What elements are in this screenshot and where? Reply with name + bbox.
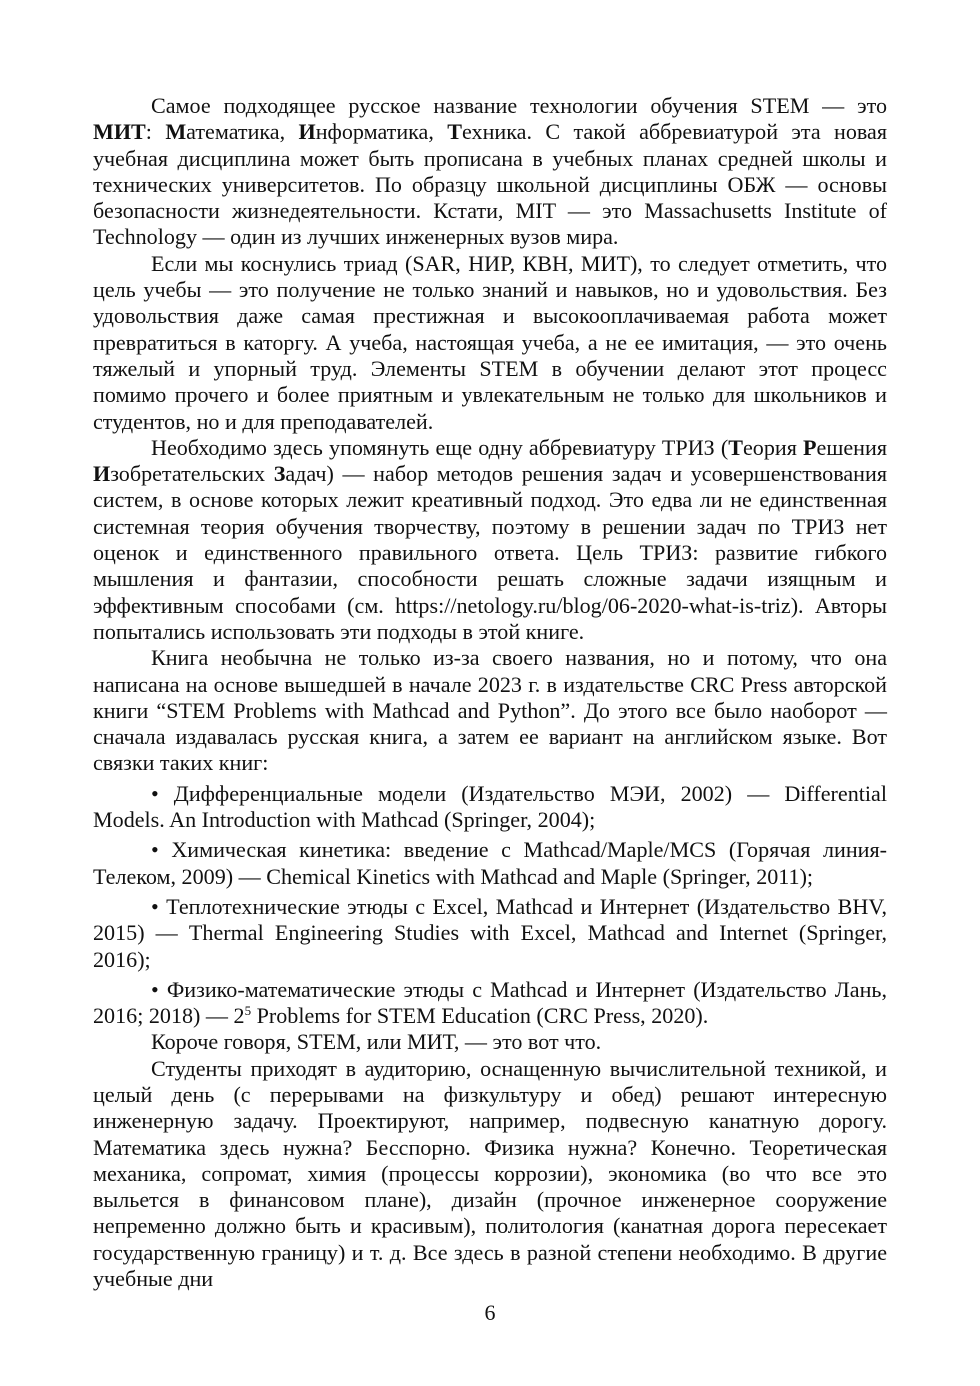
superscript: 5 — [244, 1003, 252, 1019]
bold-letter: И — [298, 119, 316, 145]
paragraph-book: Книга необычна не только из-за своего названия, но и потому, что она написана на основе вышедшей в начале 2023 г. в издательстве CRC Press авторской книги “STEM Problems with Mathcad and Python”. До этого все было наоборот — сначала издавалась русская книга, а затем ее вариант на английском языке. Вот связки таких книг: — [93, 645, 887, 776]
text-run: Необходимо здесь упомянуть еще одну аббревиатуру ТРИЗ ( — [151, 434, 729, 460]
paragraph-summary: Короче говоря, STEM, или МИТ, — это вот что. — [151, 1029, 602, 1055]
bold-letter: М — [165, 119, 187, 145]
paragraph-students: Студенты приходят в аудиторию, оснащенную вычислительной техникой, и целый день (с перерывами на физкультуру и обед) решают интересную инженерную задачу. Проектируют, например, подвесную канатную дорогу. Математика здесь нужна? Бесспорно. Физика нужна? Конечно. Теоретическая механика, сопромат, химия (процессы коррозии), экономика (во что все это выльется в финансовом плане), дизайн (прочное инженерное сооружение непременно должно быть и красивым), политология (канатная дорога пересекает государственную границу) и т. д. Все здесь в разной степени необходимо. В другие учебные дни — [93, 1055, 887, 1292]
list-item: • Дифференциальные модели (Издательство МЭИ, 2002) — Differential Models. An Introduction with Mathcad (Springer, 2004); — [93, 780, 887, 833]
bold-abbreviation: МИТ — [93, 119, 146, 145]
text-run: • Физико-математические этюды с Mathcad и Интернет (Издательство Лань, 2016; 2018) — 2 — [93, 976, 887, 1029]
paragraph-triads: Если мы коснулись триад (SAR, НИР, КВН, МИТ), то следует отметить, что цель учебы — это получение не только знаний и навыков, но и удовольствия. Без удовольствия даже самая престижная и высокооплачиваемая работа может превратиться в каторгу. А учеба, настоящая учеба, а не ее имитация, — это очень тяжелый и упорный труд. Элементы STEM в обучении делают этот процесс помимо прочего и более приятным и увлекательным не только для школьников и студентов, но и для преподавателей. — [93, 250, 887, 434]
text-run: еория — [743, 434, 804, 460]
text-run: Problems for STEM Education (CRC Press, 2020). — [251, 1003, 709, 1029]
bold-letter: Т — [728, 434, 743, 460]
text-run: ешения — [816, 434, 887, 460]
page-number: 6 — [484, 1300, 496, 1325]
text-run: зобретательских — [110, 461, 274, 487]
bold-letter: Р — [803, 434, 817, 460]
paragraph-stem-mit — [93, 93, 887, 251]
list-item: • Химическая кинетика: введение с Mathcad/Maple/MCS (Горячая линия-Телеком, 2009) — Chemical Kinetics with Mathcad and Maple (Springer, 2011); — [93, 837, 887, 889]
list-item: • Теплотехнические этюды с Excel, Mathcad и Интернет (Издательство BHV, 2015) — Thermal Engineering Studies with Excel, Mathcad and Internet (Springer, 2016); — [93, 893, 887, 972]
text-run: адач) — набор методов решения задач и усовершенствования систем, в основе которых лежит креативный подход. Это едва ли не единственная системная теория обучения творчеству, поэтому в решении задач по ТРИЗ нет оценок и единственного правильного ответа. Цель ТРИЗ: развитие гибкого мышления и фантазии, способности решать сложные задачи изящным и эффективным способами (см. https://netology.ru/blog/06-2020-what-is-triz). Авторы попытались использовать эти подходы в этой книге. — [93, 461, 887, 644]
text-run: Самое подходящее русское название технологии обучения STEM — это — [151, 93, 887, 118]
bold-letter: З — [273, 461, 286, 487]
text-run: атематика, — [186, 119, 299, 145]
bold-letter: Т — [447, 119, 463, 145]
text-run: ехника. С такой аббревиатурой эта новая учебная дисциплина может быть прописана в учебных планах средней школы и технических университетов. По образцу школьной дисциплины ОБЖ — основы безопасности жизнедеятельности. Кстати, MIT — это Massachusetts Institute of Technology — один из лучших инженерных вузов мира. — [93, 119, 887, 250]
bold-letter: И — [93, 461, 111, 487]
page-body — [93, 93, 887, 1292]
text-run: : — [145, 119, 166, 145]
paragraph-triz — [93, 435, 887, 645]
list-item — [93, 977, 887, 1030]
text-run: нформатика, — [315, 119, 448, 145]
